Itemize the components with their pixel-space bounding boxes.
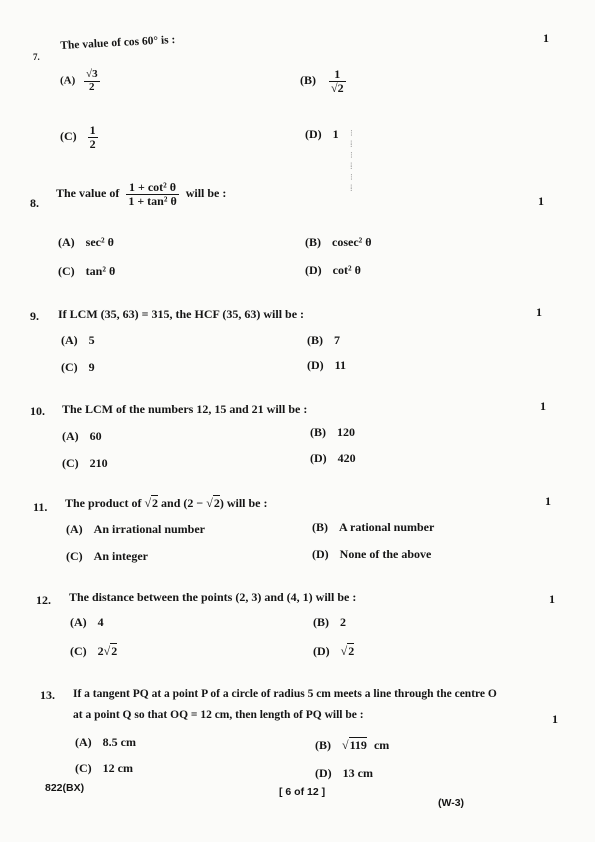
q11-option-b xyxy=(312,520,434,535)
q7-option-c-fraction xyxy=(88,124,98,150)
q7-option-d xyxy=(305,127,339,142)
q8-option-c xyxy=(58,264,115,279)
q11-number: 11. xyxy=(33,500,48,514)
q8-option-d-label: (D) xyxy=(305,263,322,277)
q10-option-b-label: (B) xyxy=(310,425,326,439)
q12-option-d: (D) √2 xyxy=(313,644,355,658)
q7-option-a-fraction xyxy=(84,69,100,93)
q11-option-d xyxy=(312,547,431,562)
q7-option-c-label: (C) xyxy=(60,128,77,143)
q10-option-b xyxy=(310,425,355,440)
q10-option-a-value: 60 xyxy=(89,429,102,443)
q11-option-a-value: An irrational number xyxy=(93,522,206,536)
q9-option-b-value: 7 xyxy=(334,333,340,347)
q8-option-b-value: cosec² θ xyxy=(332,235,372,249)
q9-option-b xyxy=(307,333,340,348)
q8-prefix: The value of xyxy=(56,185,120,200)
q12-option-d-label: (D) xyxy=(313,644,330,658)
q10-option-d-value: 420 xyxy=(337,451,356,465)
q12-number: 12. xyxy=(36,593,51,607)
q8-option-b xyxy=(305,235,372,250)
q10-option-d xyxy=(310,451,356,466)
q11-option-c-value: An integer xyxy=(93,549,148,563)
q7-option-a-label: (A) xyxy=(60,74,76,87)
q11-option-c xyxy=(66,549,148,564)
q12-marks: 1 xyxy=(549,592,555,606)
paper-set: (W-3) xyxy=(438,797,465,809)
q10-option-c-label: (C) xyxy=(62,456,79,470)
q11-option-a xyxy=(66,522,205,537)
q8-option-d xyxy=(305,263,361,278)
q13-option-c-value: 12 cm xyxy=(102,761,133,775)
q12-option-b xyxy=(313,615,346,630)
q8-denominator: 1 + tan² θ xyxy=(128,193,177,208)
q7-option-c-numerator: 1 xyxy=(89,123,96,137)
q12-option-a xyxy=(70,615,104,630)
q10-option-b-value: 120 xyxy=(337,425,355,439)
q11-marks: 1 xyxy=(545,494,551,508)
q9-option-d-label: (D) xyxy=(307,358,324,372)
pencil-marks: ⁝ ⁞ ⁝ ⁞ ⁝ ⁞ xyxy=(350,128,353,193)
q12-option-a-value: 4 xyxy=(97,615,104,629)
q12-option-d-sqrt: 2 xyxy=(348,644,355,658)
q8-numerator: 1 + cot² θ xyxy=(126,181,178,195)
q9-option-d-value: 11 xyxy=(334,358,347,372)
q9-option-a-value: 5 xyxy=(88,333,95,347)
q7-option-a xyxy=(60,69,100,93)
q9-option-c-label: (C) xyxy=(61,360,78,374)
q13-option-d xyxy=(315,766,373,781)
q9-marks: 1 xyxy=(536,305,542,319)
q9-option-b-label: (B) xyxy=(307,333,323,347)
q9-number: 9. xyxy=(30,309,39,323)
q11-text: The product of √2 and (2 − √2) will be : xyxy=(65,496,268,510)
q8-option-b-label: (B) xyxy=(305,235,321,249)
q12-option-b-value: 2 xyxy=(340,615,346,629)
q11-option-c-label: (C) xyxy=(66,549,83,563)
q13-option-d-label: (D) xyxy=(315,766,332,780)
q13-text-line2: at a point Q so that OQ = 12 cm, then length of PQ will be : xyxy=(73,709,364,721)
q10-option-c-value: 210 xyxy=(89,456,108,470)
q13-text-line1: If a tangent PQ at a point P of a circle of radius 5 cm meets a line through the centre O xyxy=(73,688,497,700)
q11-text-mid: and (2 − xyxy=(161,496,204,510)
q8-marks: 1 xyxy=(538,194,544,208)
q12-option-c-sqrt: 2 xyxy=(111,644,118,658)
q8-text xyxy=(56,181,226,207)
q9-option-d xyxy=(307,358,346,373)
q10-number: 10. xyxy=(30,404,45,418)
q7-option-c-denominator: 2 xyxy=(89,136,96,151)
q12-option-c: (C) 2√2 xyxy=(70,644,118,658)
q8-option-a-label: (A) xyxy=(58,235,75,249)
q7-option-b-label: (B) xyxy=(300,72,316,87)
q13-option-c xyxy=(75,761,133,776)
q13-option-c-label: (C) xyxy=(75,761,92,775)
q10-marks: 1 xyxy=(540,399,546,413)
q11-option-b-label: (B) xyxy=(312,520,328,534)
q7-option-c xyxy=(60,124,98,150)
q13-marks: 1 xyxy=(552,712,558,726)
q10-option-d-label: (D) xyxy=(310,451,327,465)
q10-option-a-label: (A) xyxy=(62,429,79,443)
q13-number: 13. xyxy=(40,688,55,702)
q7-option-b xyxy=(300,68,346,94)
q7-option-d-value: 1 xyxy=(332,127,339,141)
q13-option-b-label: (B) xyxy=(315,738,331,752)
q11-sqrt-b: 2 xyxy=(213,496,220,510)
q8-option-c-label: (C) xyxy=(58,264,75,278)
q10-option-a xyxy=(62,429,102,444)
q13-option-b: (B) √119 cm xyxy=(315,738,390,752)
q7-option-b-numerator: 1 xyxy=(329,68,346,82)
q7-option-b-fraction xyxy=(329,68,346,94)
q8-option-a-value: sec² θ xyxy=(85,235,114,249)
paper-code: 822(BX) xyxy=(45,782,85,794)
q13-option-a-label: (A) xyxy=(75,735,92,749)
q11-text-post: ) will be : xyxy=(219,496,268,510)
q7-marks: 1 xyxy=(543,31,549,45)
q9-option-a-label: (A) xyxy=(61,333,78,347)
q13-option-a-value: 8.5 cm xyxy=(102,735,136,749)
q12-option-c-label: (C) xyxy=(70,644,87,658)
q13-option-d-value: 13 cm xyxy=(342,766,373,780)
q10-text: The LCM of the numbers 12, 15 and 21 will be : xyxy=(62,402,308,416)
q8-option-d-value: cot² θ xyxy=(332,263,361,277)
q13-option-b-sqrt: 119 xyxy=(349,738,367,752)
q8-number: 8. xyxy=(30,196,39,210)
q12-option-c-coefficient: 2 xyxy=(97,644,104,658)
q11-text-pre: The product of xyxy=(65,496,142,510)
q11-option-a-label: (A) xyxy=(66,522,83,536)
q13-option-a xyxy=(75,735,136,750)
q8-option-c-value: tan² θ xyxy=(85,264,116,278)
q11-option-d-label: (D) xyxy=(312,547,329,561)
q7-option-d-label: (D) xyxy=(305,127,322,141)
q9-option-c xyxy=(61,360,95,375)
q8-suffix: will be : xyxy=(185,185,227,200)
q10-option-c xyxy=(62,456,108,471)
q7-option-a-denominator: 2 xyxy=(89,80,95,93)
q11-option-d-value: None of the above xyxy=(339,547,432,561)
q7-number: 7. xyxy=(33,52,40,62)
q12-text: The distance between the points (2, 3) and (4, 1) will be : xyxy=(69,590,357,604)
q13-option-b-unit: cm xyxy=(373,738,390,752)
q8-option-a xyxy=(58,235,114,250)
q7-option-a-numerator: √3 xyxy=(86,68,98,80)
q9-option-a xyxy=(61,333,95,348)
q9-option-c-value: 9 xyxy=(88,360,95,374)
q11-option-b-value: A rational number xyxy=(339,520,435,534)
q7-text: The value of cos 60° is : xyxy=(60,33,176,52)
q11-sqrt-a: 2 xyxy=(152,496,159,510)
q7-option-b-denominator: √2 xyxy=(331,80,344,95)
q12-option-a-label: (A) xyxy=(70,615,87,629)
page-number: [ 6 of 12 ] xyxy=(279,786,326,798)
q12-option-b-label: (B) xyxy=(313,615,329,629)
q8-fraction xyxy=(126,181,178,207)
q9-text: If LCM (35, 63) = 315, the HCF (35, 63) will be : xyxy=(58,307,305,321)
